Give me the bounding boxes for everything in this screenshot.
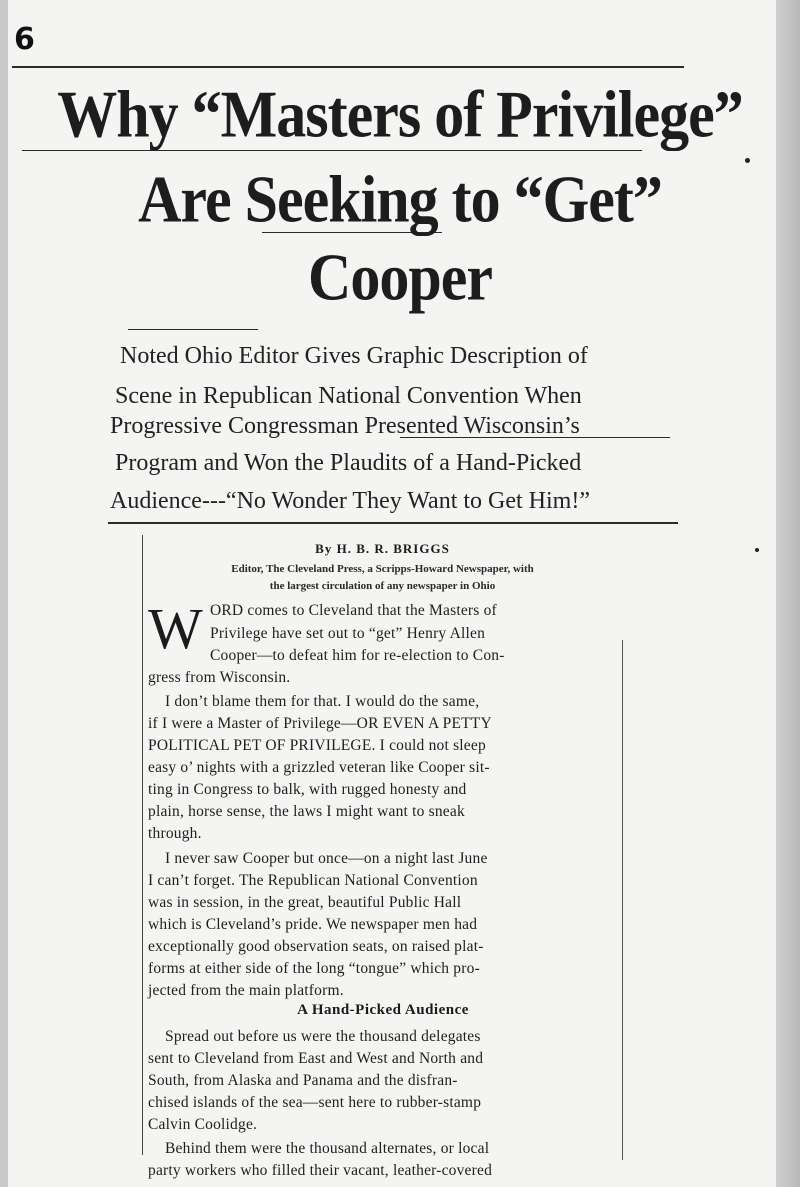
body-line: Behind them were the thousand alternates, or local bbox=[165, 1140, 490, 1157]
top-rule bbox=[12, 66, 684, 68]
body-line: jected from the main platform. bbox=[148, 982, 344, 999]
deck-line: Program and Won the Plaudits of a Hand-Picked bbox=[115, 450, 582, 476]
body-line: exceptionally good observation seats, on raised plat- bbox=[148, 938, 484, 955]
body-line: I don’t blame them for that. I would do the same, bbox=[165, 693, 480, 710]
deck-rule-top bbox=[128, 329, 258, 330]
column-rule-right bbox=[622, 640, 623, 1160]
body-line: forms at either side of the long “tongue” which pro- bbox=[148, 960, 480, 977]
body-line: Calvin Coolidge. bbox=[148, 1116, 258, 1133]
column-rule-left bbox=[142, 535, 143, 1155]
drop-cap: W bbox=[148, 596, 203, 661]
body-line: Cooper—to defeat him for re-election to Con- bbox=[210, 647, 505, 664]
body-line: South, from Alaska and Panama and the disfran- bbox=[148, 1072, 458, 1089]
credit-line: the largest circulation of any newspaper in Ohio bbox=[269, 580, 496, 592]
body-line: if I were a Master of Privilege—OR EVEN A PETTY bbox=[148, 715, 492, 732]
body-line: party workers who filled their vacant, leather-covered bbox=[148, 1162, 493, 1179]
headline-line-2: Are Seeking to “Get” bbox=[138, 161, 662, 236]
deck-line: Scene in Republican National Convention When bbox=[115, 383, 582, 409]
deck-line: Audience---“No Wonder They Want to Get Him!” bbox=[110, 488, 590, 514]
headline-line-1: Why “Masters of Privilege” bbox=[57, 76, 743, 151]
headline-line-3: Cooper bbox=[308, 239, 492, 314]
deck-line: Progressive Congressman Presented Wisconsin’s bbox=[110, 413, 580, 439]
body-line: was in session, in the great, beautiful Public Hall bbox=[148, 894, 462, 911]
body-line: easy o’ nights with a grizzled veteran like Cooper sit- bbox=[148, 759, 490, 776]
body-line: ORD comes to Cleveland that the Masters of bbox=[210, 602, 497, 619]
body-line: sent to Cleveland from East and West and North and bbox=[148, 1050, 484, 1067]
body-line: ting in Congress to balk, with rugged honesty and bbox=[148, 781, 467, 798]
byline: By H. B. R. BRIGGS bbox=[315, 541, 450, 556]
body-line: Spread out before us were the thousand delegates bbox=[165, 1028, 481, 1045]
body-line: POLITICAL PET OF PRIVILEGE. I could not sleep bbox=[148, 737, 486, 754]
body-line: gress from Wisconsin. bbox=[148, 669, 291, 686]
body-line: plain, horse sense, the laws I might want to sneak bbox=[148, 803, 465, 820]
body-line: I can’t forget. The Republican National Convention bbox=[148, 872, 478, 889]
body-line: through. bbox=[148, 825, 202, 842]
scan-speck bbox=[755, 548, 759, 552]
page-number: 6 bbox=[14, 22, 35, 57]
scan-speck bbox=[745, 158, 750, 163]
body-line: Privilege have set out to “get” Henry Allen bbox=[210, 625, 486, 642]
body-line: which is Cleveland’s pride. We newspaper men had bbox=[148, 916, 478, 933]
body-line: I never saw Cooper but once—on a night last June bbox=[165, 850, 488, 867]
deck-line: Noted Ohio Editor Gives Graphic Description of bbox=[120, 343, 588, 369]
body-line: chised islands of the sea—sent here to rubber-stamp bbox=[148, 1094, 482, 1111]
credit-line: Editor, The Cleveland Press, a Scripps-Howard Newspaper, with bbox=[231, 563, 534, 575]
section-subhead: A Hand-Picked Audience bbox=[297, 1002, 469, 1018]
deck-rule-bottom bbox=[108, 522, 678, 524]
